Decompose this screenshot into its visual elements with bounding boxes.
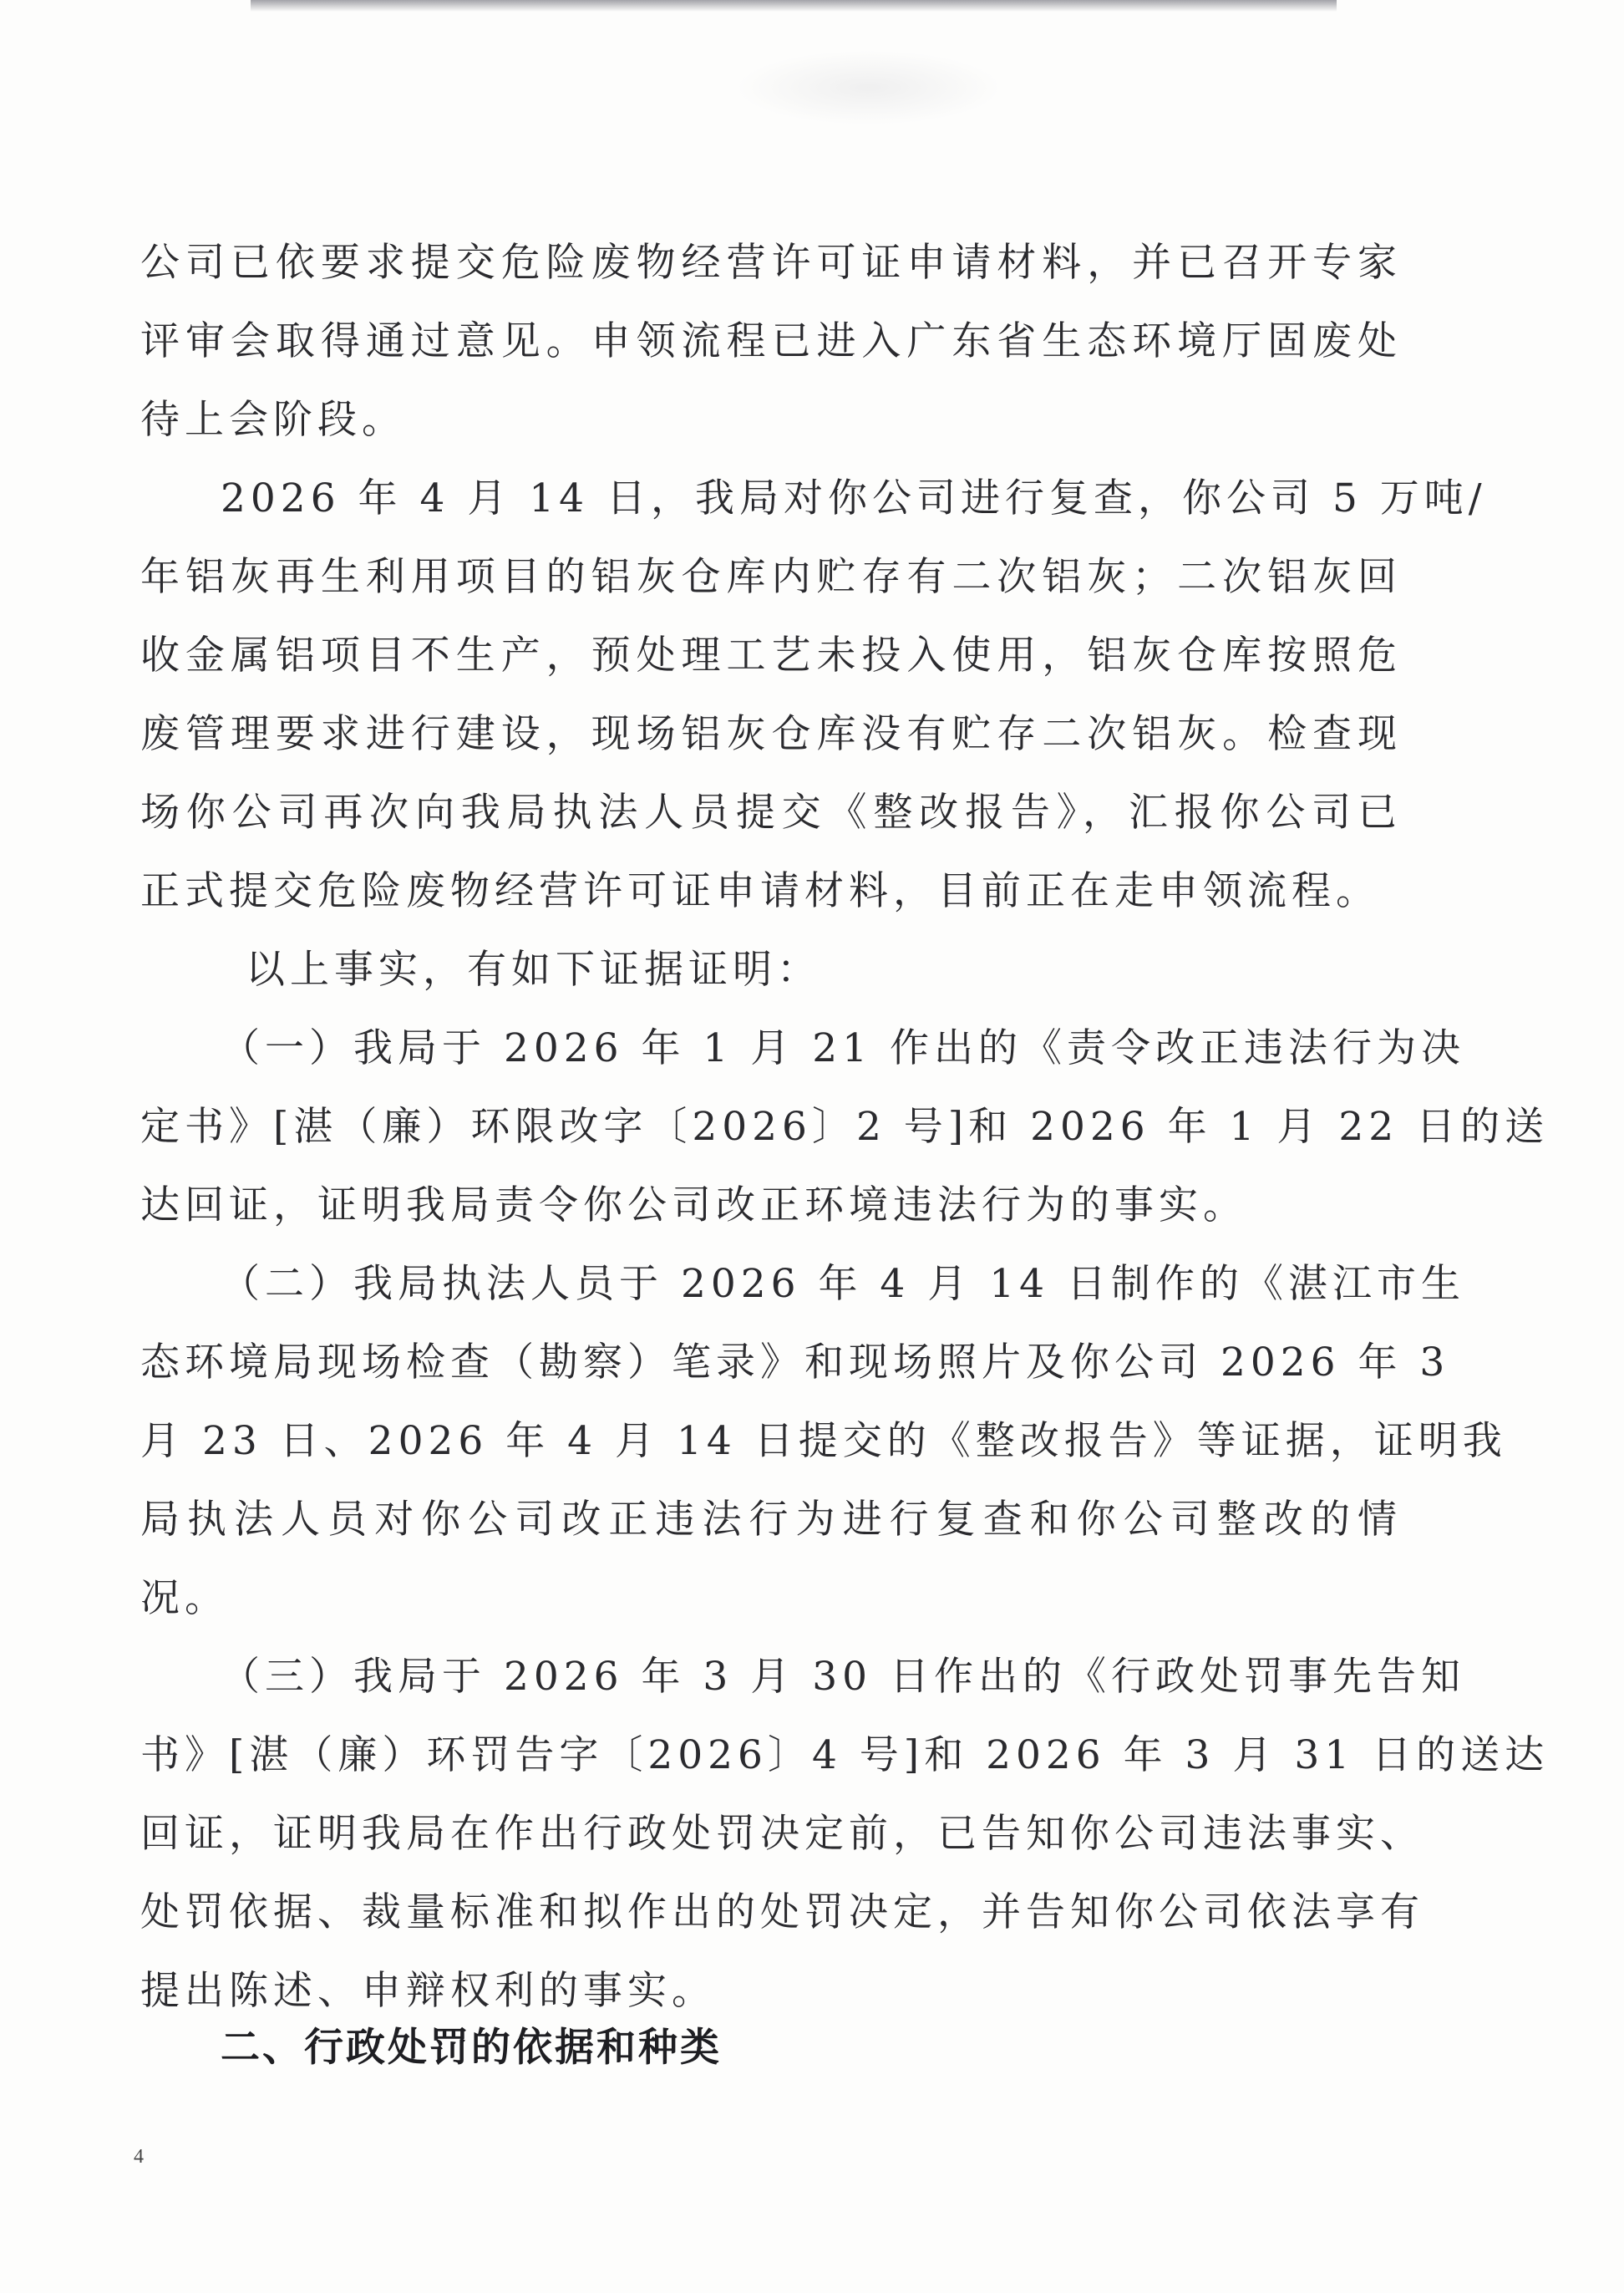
text-line: 废管理要求进行建设，现场铝灰仓库没有贮存二次铝灰。检查现: [140, 711, 1402, 757]
text-line: 态环境局现场检查（勘察）笔录》和现场照片及你公司 2026 年 3: [140, 1340, 1450, 1385]
paragraph: [140, 1638, 1550, 2031]
scan-bleed-ghost: [735, 50, 1002, 125]
document-body: [140, 224, 1550, 2031]
paragraph: [140, 1245, 1507, 1638]
paragraph: [140, 460, 1487, 931]
scan-bleed-top: [251, 0, 1337, 12]
text-line: （二）我局执法人员于 2026 年 4 月 14 日制作的《湛江市生: [221, 1261, 1465, 1307]
text-line: 年铝灰再生利用项目的铝灰仓库内贮存有二次铝灰；二次铝灰回: [140, 554, 1402, 600]
text-line: 评审会取得通过意见。申领流程已进入广东省生态环境厅固废处: [140, 318, 1402, 364]
text-line: 处罚依据、裁量标准和拟作出的处罚决定，并告知你公司依法享有: [140, 1889, 1424, 1935]
text-line: 场你公司再次向我局执法人员提交《整改报告》，汇报你公司已: [140, 790, 1402, 836]
paragraph: [140, 224, 1402, 460]
text-line: 回证，证明我局在作出行政处罚决定前，已告知你公司违法事实、: [140, 1811, 1424, 1857]
text-line: 况。: [140, 1575, 229, 1621]
text-line: 定书》[湛（廉）环限改字〔2026〕2 号]和 2026 年 1 月 22 日的送: [140, 1104, 1550, 1150]
text-line: （一）我局于 2026 年 1 月 21 作出的《责令改正违法行为决: [221, 1025, 1465, 1071]
page-number: 4: [134, 2146, 144, 2168]
text-line: 正式提交危险废物经营许可证申请材料，目前正在走申领流程。: [140, 868, 1380, 914]
text-line: （三）我局于 2026 年 3 月 30 日作出的《行政处罚事先告知: [221, 1654, 1465, 1700]
section-heading: 二、行政处罚的依据和种类: [221, 2025, 722, 2071]
text-line: 2026 年 4 月 14 日，我局对你公司进行复查，你公司 5 万吨/: [221, 475, 1487, 521]
text-line: 局执法人员对你公司改正违法行为进行复查和你公司整改的情: [140, 1497, 1402, 1543]
text-line: 以上事实，有如下证据证明：: [246, 947, 821, 993]
text-line: 收金属铝项目不生产，预处理工艺未投入使用，铝灰仓库按照危: [140, 633, 1402, 679]
paragraph: [140, 1009, 1550, 1245]
text-line: 书》[湛（廉）环罚告字〔2026〕4 号]和 2026 年 3 月 31 日的送达: [140, 1732, 1550, 1778]
paragraph: [140, 931, 1402, 1009]
text-line: 待上会阶段。: [140, 397, 406, 443]
text-line: 提出陈述、申辩权利的事实。: [140, 1968, 716, 2014]
text-line: 公司已依要求提交危险废物经营许可证申请材料，并已召开专家: [140, 240, 1402, 286]
text-line: 月 23 日、2026 年 4 月 14 日提交的《整改报告》等证据，证明我: [140, 1418, 1507, 1464]
text-line: 达回证，证明我局责令你公司改正环境违法行为的事实。: [140, 1182, 1247, 1228]
